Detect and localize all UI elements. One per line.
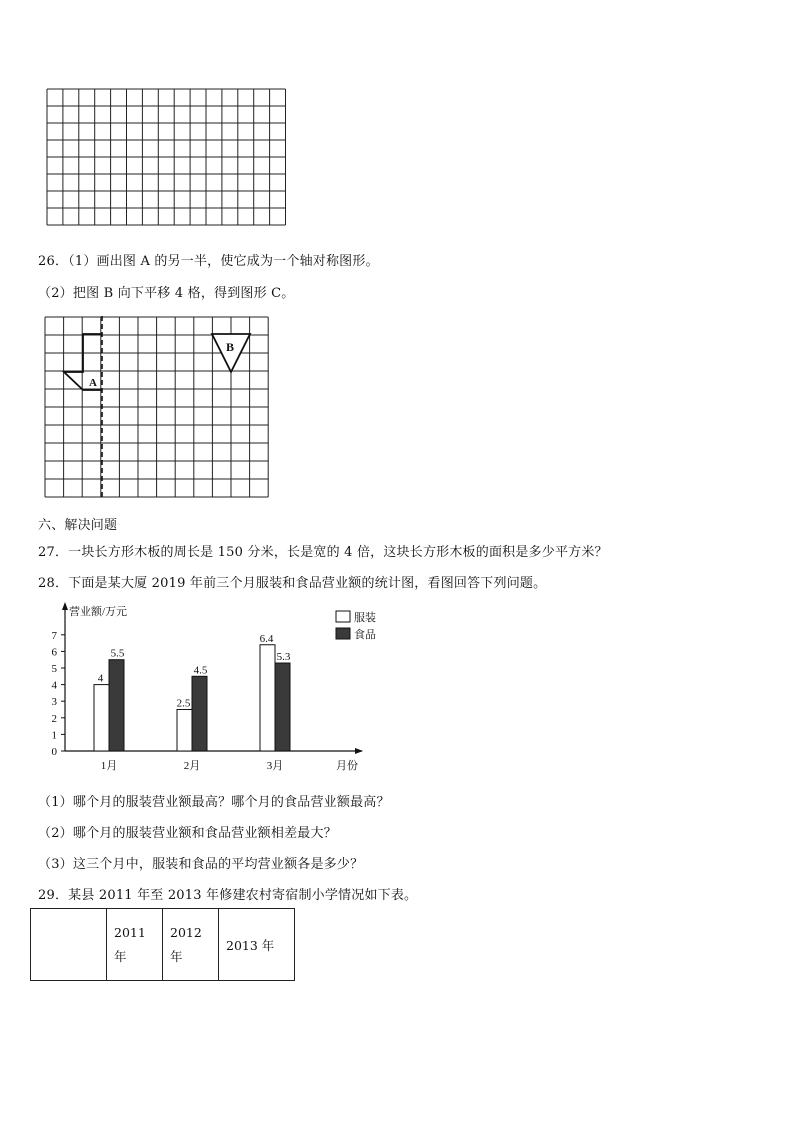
bar-clothing xyxy=(177,710,192,752)
bar-value-label: 6.4 xyxy=(259,632,274,645)
bar-clothing xyxy=(94,685,109,751)
x-axis-arrow xyxy=(355,748,363,754)
section-title: 六、解决问题 xyxy=(38,518,118,533)
question-28-sub3: （3）这三个月中，服装和食品的平均营业额各是多少？ xyxy=(38,857,364,872)
y-tick-label: 2 xyxy=(51,712,57,725)
question-26-part1: 26．（1）画出图 A 的另一半，使它成为一个轴对称图形。 xyxy=(38,254,379,269)
bar-food xyxy=(109,660,124,751)
y-tick-label: 4 xyxy=(51,679,57,692)
x-category-label: 1月 xyxy=(100,760,118,772)
legend-label: 服装 xyxy=(354,612,376,624)
bar-clothing xyxy=(260,645,275,751)
y-tick-label: 1 xyxy=(51,729,57,742)
figure-b-label: B xyxy=(226,340,235,354)
table-header-cell xyxy=(107,909,163,981)
question-28: 28．下面是某大厦 2019 年前三个月服装和食品营业额的统计图，看图回答下列问题。 xyxy=(38,576,547,591)
table-header-cell xyxy=(31,909,107,981)
year-2012: 2012 年 xyxy=(170,924,202,964)
bar-food xyxy=(275,663,290,751)
question-29: 29．某县 2011 年至 2013 年修建农村寄宿制小学情况如下表。 xyxy=(38,888,418,903)
bar-value-label: 2.5 xyxy=(176,697,191,710)
x-category-label: 3月 xyxy=(266,760,284,772)
y-axis-arrow xyxy=(62,602,68,610)
question-26-part2: （2）把图 B 向下平移 4 格，得到图形 C。 xyxy=(38,286,295,301)
bar-value-label: 4 xyxy=(97,672,104,685)
year-2011: 2011 年 xyxy=(114,924,146,964)
bar-value-label: 5.3 xyxy=(276,651,291,664)
table-row xyxy=(31,909,295,981)
q29-table xyxy=(30,908,295,981)
y-axis-label: 营业额/万元 xyxy=(69,606,128,618)
figure-a-label: A xyxy=(89,377,97,389)
bar-food xyxy=(192,676,207,751)
y-tick-label: 3 xyxy=(51,696,57,709)
legend-swatch xyxy=(336,611,350,622)
bar-chart xyxy=(40,598,380,776)
legend-swatch xyxy=(336,628,350,639)
table-header-cell: 2013 年 xyxy=(219,909,295,981)
bar-value-label: 4.5 xyxy=(193,664,208,677)
question-28-sub2: （2）哪个月的服装营业额和食品营业额相差最大？ xyxy=(38,826,337,841)
y-tick-label: 6 xyxy=(51,646,57,659)
y-tick-label: 5 xyxy=(51,663,57,675)
question-28-sub1: （1）哪个月的服装营业额最高？哪个月的食品营业额最高？ xyxy=(38,795,390,810)
q26-grid xyxy=(44,316,272,500)
table-header-cell xyxy=(163,909,219,981)
x-category-label: 2月 xyxy=(183,760,201,772)
legend-label: 食品 xyxy=(354,629,376,641)
bar-value-label: 5.5 xyxy=(110,647,125,660)
x-axis-label: 月份 xyxy=(336,760,358,772)
y-tick-label: 7 xyxy=(51,629,57,642)
question-27: 27．一块长方形木板的周长是 150 分米，长是宽的 4 倍，这块长方形木板的面积是多少平方米？ xyxy=(38,545,608,560)
y-tick-label: 0 xyxy=(51,746,57,758)
top-grid xyxy=(46,88,288,228)
